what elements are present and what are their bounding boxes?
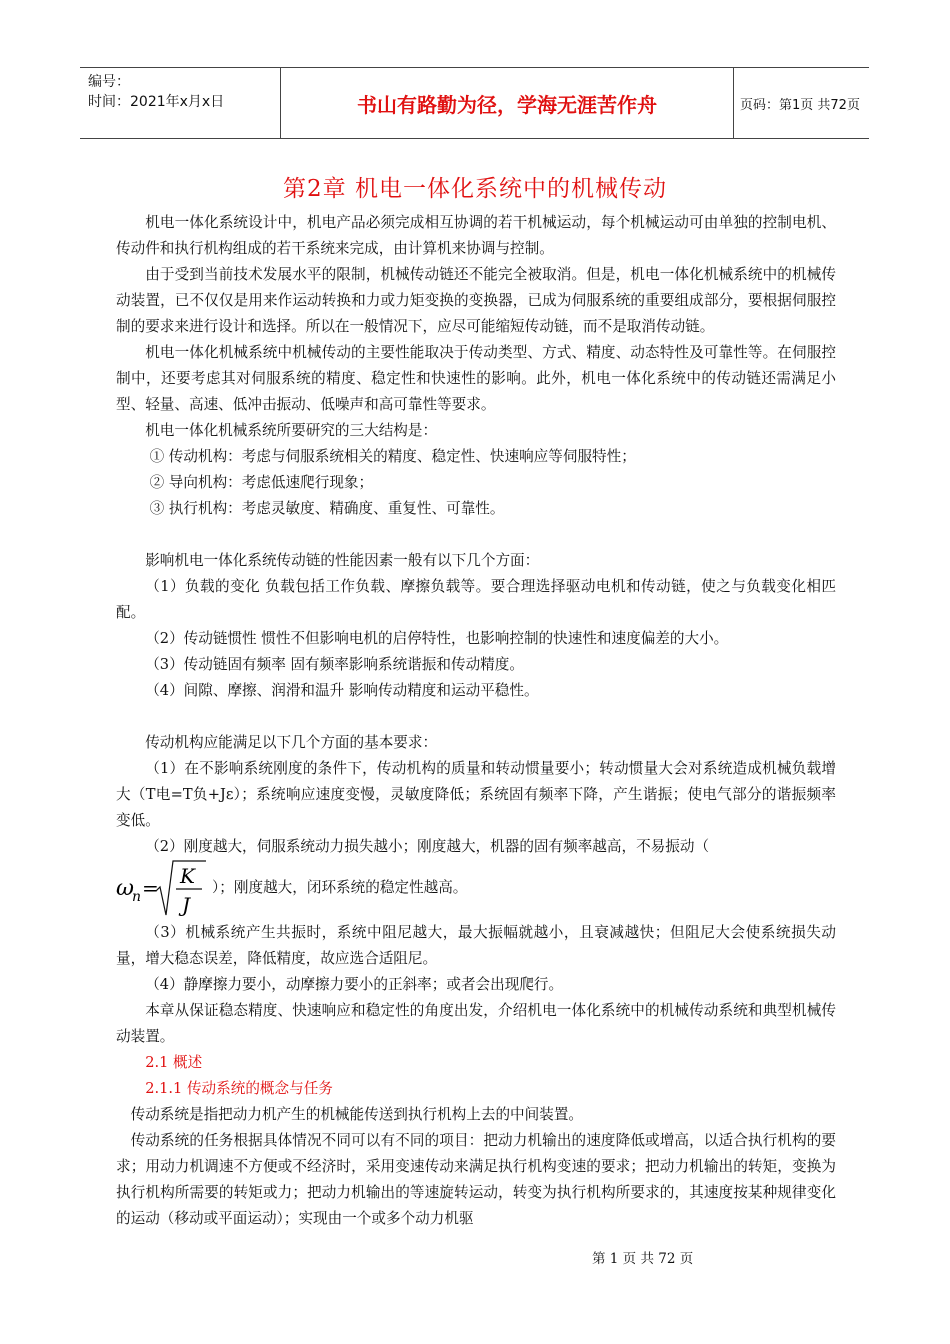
list-item: （3）机械系统产生共振时，系统中阻尼越大，最大振幅就越小，且衰减越快；但阻尼大会使系统损失动量，增大稳态误差，降低精度，故应选合适阻尼。 — [116, 924, 836, 967]
list-item: （1）负载的变化 负载包括工作负载、摩擦负载等。要合理选择驱动电机和传动链，使之与负载变化相匹配。 — [116, 578, 836, 621]
paragraph: 本章从保证稳态精度、快速响应和稳定性的角度出发，介绍机电一体化系统中的机械传动系统和典型机械传动装置。 — [116, 1002, 836, 1045]
number-label: 编号： — [88, 74, 130, 90]
formula-equals: = — [142, 876, 159, 900]
paragraph: 机电一体化机械系统中机械传动的主要性能取决于传动类型、方式、精度、动态特性及可靠性等。在伺服控制中，还要考虑其对伺服系统的精度、稳定性和快速性的影响。此外，机电一体化系统中的传动链还需满足小型、轻量、高速、低冲击振动、低噪声和高可靠性等要求。 — [116, 344, 836, 413]
paragraph: 由于受到当前技术发展水平的限制，机械传动链还不能完全被取消。但是，机电一体化机械系统中的机械传动装置，已不仅仅是用来作运动转换和力或力矩变换的变换器，已成为伺服系统的重要组成部分，要根据伺服控制的要求来进行设计和选择。所以在一般情况下，应尽可能缩短传动链，而不是取消传动链。 — [116, 266, 836, 335]
formula-trailing-text: ）；刚度越大，闭环系统的稳定性越高。 — [212, 879, 468, 896]
list-item: （3）传动链固有频率 固有频率影响系统谐振和传动精度。 — [145, 656, 524, 673]
spacer — [116, 704, 836, 730]
list-item: （2）传动链惯性 惯性不但影响电机的启停特性，也影响控制的快速性和速度偏差的大小。 — [145, 630, 729, 647]
list-item: （1）在不影响系统刚度的条件下，传动机构的质量和转动惯量要小；转动惯量大会对系统造成机械负载增大（T电=T负+Jε）；系统响应速度变慢，灵敏度降低；系统固有频率下降，产生谐振；使电气部分的谐振频率变低。 — [116, 760, 836, 829]
list-item: ② 导向机构：考虑低速爬行现象； — [149, 474, 374, 491]
page-header — [80, 67, 869, 139]
section-heading: 2.1 概述 — [145, 1054, 203, 1071]
list-item: （2）刚度越大，伺服系统动力损失越小；刚度越大，机器的固有频率越高，不易振动（ — [145, 838, 710, 855]
natural-frequency-formula — [116, 856, 836, 920]
formula-omega: ω — [116, 876, 134, 901]
header-motto: 书山有路勤为径，学海无涯苦作舟 — [280, 68, 734, 138]
formula-graphic — [116, 857, 208, 919]
paragraph: 机电一体化系统设计中，机电产品必须完成相互协调的若干机械运动，每个机械运动可由单独的控制电机、传动件和执行机构组成的若干系统来完成，由计算机来协调与控制。 — [116, 214, 836, 257]
header-meta — [80, 68, 280, 138]
list-item: ① 传动机构：考虑与伺服系统相关的精度、稳定性、快速响应等伺服特性； — [149, 448, 636, 465]
paragraph: 机电一体化机械系统所要研究的三大结构是： — [145, 422, 438, 439]
header-page-info: 页码：第1页 共72页 — [740, 97, 860, 113]
list-item: （4）间隙、摩擦、润滑和温升 影响传动精度和运动平稳性。 — [145, 682, 539, 699]
chapter-title: 第2章 机电一体化系统中的机械传动 — [283, 176, 667, 202]
paragraph: 影响机电一体化系统传动链的性能因素一般有以下几个方面： — [145, 552, 540, 569]
formula-subscript: n — [132, 889, 142, 905]
paragraph: 传动机构应能满足以下几个方面的基本要求： — [145, 734, 438, 751]
time-label: 时间：2021年x月x日 — [88, 94, 225, 110]
page-footer: 第 1 页 共 72 页 — [592, 1251, 694, 1267]
spacer — [116, 522, 836, 548]
formula-numerator: K — [180, 864, 195, 888]
paragraph: 传动系统是指把动力机产生的机械能传送到执行机构上去的中间装置。 — [130, 1106, 584, 1123]
list-item: ③ 执行机构：考虑灵敏度、精确度、重复性、可靠性。 — [149, 500, 505, 517]
formula-denominator: J — [182, 893, 191, 917]
paragraph: 传动系统的任务根据具体情况不同可以有不同的项目：把动力机输出的速度降低或增高，以适合执行机构的要求；用动力机调速不方便或不经济时，采用变速传动来满足执行机构变速的要求；把动力机输出的转矩，变换为执行机构所需要的转矩或力；把动力机输出的等速旋转运动，转变为执行机构所要求的，其速度按某种规律变化的运动（移动或平面运动）；实现由一个或多个动力机驱 — [116, 1132, 836, 1227]
list-item: （4）静摩擦力要小，动摩擦力要小的正斜率；或者会出现爬行。 — [145, 976, 564, 993]
document-body — [116, 210, 836, 1232]
subsection-heading: 2.1.1 传动系统的概念与任务 — [145, 1080, 333, 1097]
